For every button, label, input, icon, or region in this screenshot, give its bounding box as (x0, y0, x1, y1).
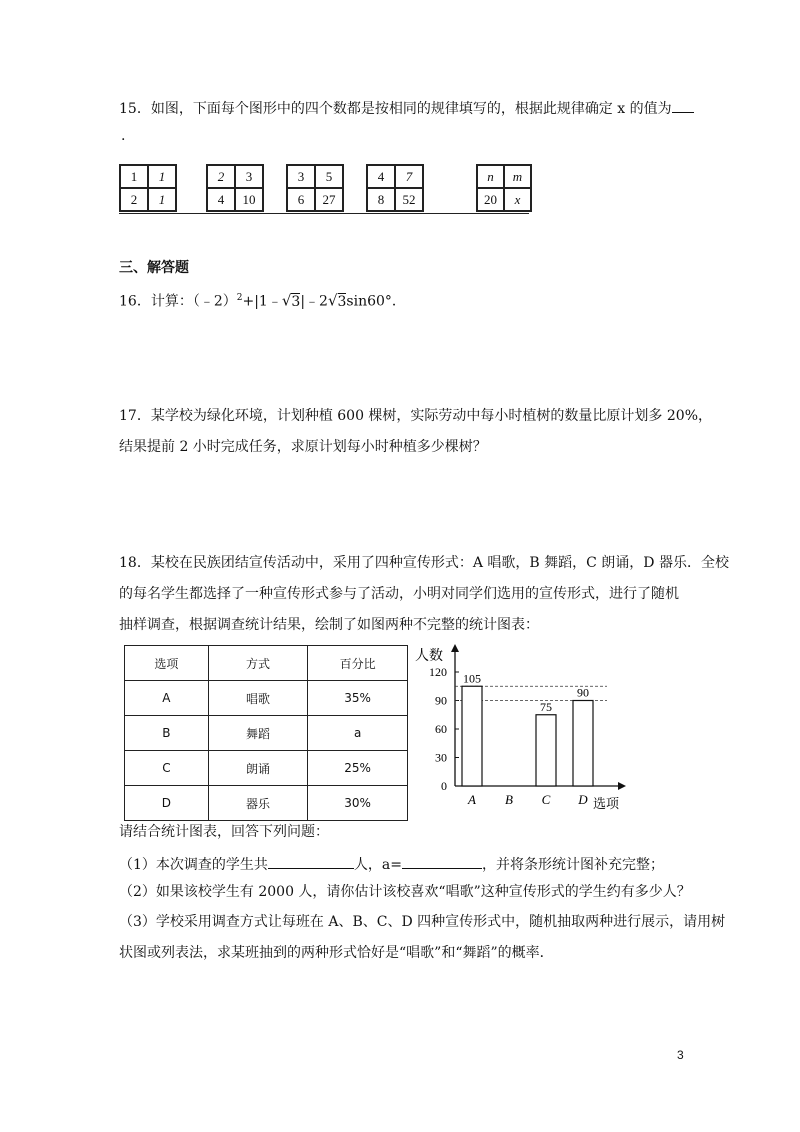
table-cell: 唱歌 (208, 681, 307, 716)
table-cell: 25% (308, 751, 408, 786)
y-tick-label: 0 (441, 779, 447, 793)
grid-cell: 4 (367, 165, 395, 188)
data-label: 90 (577, 685, 589, 700)
grid-cell: n (477, 165, 504, 188)
grid-cell: 10 (235, 188, 263, 211)
table-header-row (125, 646, 408, 681)
y-tick-label: 120 (429, 665, 447, 679)
data-label: 105 (463, 671, 481, 686)
table-cell: C (125, 751, 209, 786)
table-cell: 30% (308, 786, 408, 821)
y-axis-label: 人数 (415, 648, 443, 664)
data-label: 75 (540, 699, 552, 714)
table-header: 选项 (125, 646, 209, 681)
grid-cell: 4 (207, 188, 235, 211)
q18-intro: 请结合统计图表，回答下列问题： (119, 824, 329, 840)
grid-cell: 1 (120, 165, 148, 188)
q18-line3: 抽样调查，根据调查统计结果，绘制了如图两种不完整的统计图表： (119, 617, 539, 633)
y-tick-label: 60 (435, 722, 447, 736)
table-cell: D (125, 786, 209, 821)
q15-tail: . (121, 128, 126, 144)
q18-sub2: （2）如果该校学生有 2000 人，请你估计该校喜欢“唱歌”这种宣传形式的学生约有多少人？ (119, 884, 691, 900)
grid-cell: 52 (395, 188, 423, 211)
table-cell: 器乐 (208, 786, 307, 821)
y-tick-label: 30 (435, 750, 447, 765)
grid-cell: 2 (120, 188, 148, 211)
x-axis-label: 选项 (593, 797, 620, 812)
grid-cell: 20 (477, 188, 504, 211)
stat-table (124, 645, 408, 821)
x-tick-label: B (505, 792, 513, 807)
bar-D (573, 701, 593, 787)
a-answer-blank (402, 852, 482, 869)
table-cell: a (308, 716, 408, 751)
table-row (125, 716, 408, 751)
number-grid (286, 164, 344, 212)
section-heading: 三、解答题 (119, 260, 189, 276)
grid-cell: 6 (287, 188, 315, 211)
q17-line2: 结果提前 2 小时完成任务，求原计划每小时种植多少棵树？ (119, 439, 487, 455)
table-header: 方式 (208, 646, 307, 681)
grid-cell: 5 (315, 165, 343, 188)
q18-sub1: （1）本次调查的学生共 人，a= ，并将条形统计图补充完整； (119, 852, 664, 875)
q15-answer-blank (672, 96, 694, 113)
table-cell: 舞蹈 (208, 716, 307, 751)
y-tick-label: 90 (435, 693, 447, 708)
grid-cell: 7 (395, 165, 423, 188)
grid-cell: m (504, 165, 531, 188)
bar-A (462, 686, 482, 786)
table-header: 百分比 (308, 646, 408, 681)
table-cell: 朗诵 (208, 751, 307, 786)
table-row (125, 681, 408, 716)
q18-line1: 18．某校在民族团结宣传活动中，采用了四种宣传形式：A 唱歌，B 舞蹈，C 朗诵，D 器乐．全校 (119, 555, 729, 571)
table-row (125, 786, 408, 821)
grid-cell: 27 (315, 188, 343, 211)
table-cell: 35% (308, 681, 408, 716)
grid-cell: 3 (287, 165, 315, 188)
number-grid (366, 164, 424, 212)
x-axis-arrow (618, 782, 626, 790)
number-grid (119, 164, 177, 212)
q15-text: 15．如图，下面每个图形中的四个数都是按相同的规律填写的，根据此规律确定 x 的值为 (119, 96, 694, 119)
y-axis-arrow (451, 644, 459, 652)
x-tick-label: A (468, 792, 476, 807)
grid-cell: 3 (235, 165, 263, 188)
x-tick-label: C (541, 792, 551, 807)
count-answer-blank (268, 852, 354, 869)
bar-chart (415, 642, 630, 812)
q18-sub3-line1: （3）学校采用调查方式让每班在 A、B、C、D 四种宣传形式中，随机抽取两种进行展示，请用树 (119, 914, 726, 930)
grid-cell: 2 (207, 165, 235, 188)
q16-text: 16．计算：（﹣2）$^2$+|1﹣√3|﹣2√3sin60°． (119, 291, 406, 310)
bar-C (536, 715, 556, 786)
number-grid (206, 164, 264, 212)
grid-cell: 8 (367, 188, 395, 211)
q17-line1: 17．某学校为绿化环境，计划种植 600 棵树，实际劳动中每小时植树的数量比原计划多 20%， (119, 408, 713, 424)
q18-line2: 的每名学生都选择了一种宣传形式参与了活动，小明对同学们选用的宣传形式，进行了随机 (119, 586, 679, 602)
q15-baseline (119, 213, 529, 214)
x-tick-label: D (578, 792, 588, 807)
q18-sub3-line2: 状图或列表法，求某班抽到的两种形式恰好是“唱歌”和“舞蹈”的概率． (119, 945, 554, 961)
grid-cell: 1 (148, 165, 176, 188)
table-cell: B (125, 716, 209, 751)
table-cell: A (125, 681, 209, 716)
page-number: 3 (677, 1048, 684, 1062)
number-grid (476, 164, 532, 212)
grid-cell: 1 (148, 188, 176, 211)
grid-cell: x (504, 188, 531, 211)
table-row (125, 751, 408, 786)
